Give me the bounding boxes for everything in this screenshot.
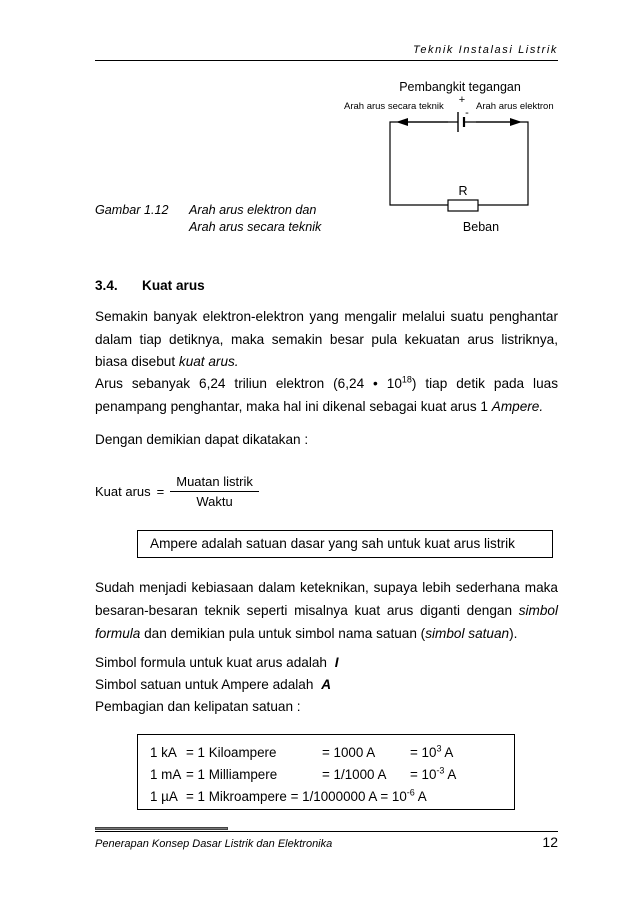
unit-prefix: 1 kA: [150, 745, 177, 760]
unit-power: = 10: [410, 745, 437, 760]
unit-division-line: Pembagian dan kelipatan satuan :: [95, 699, 301, 714]
header-rule: [95, 60, 558, 61]
unit-fraction: = 1000 A: [322, 745, 376, 760]
para4-emphasis-1: simbol formula: [95, 603, 558, 641]
unit-row: [150, 742, 456, 764]
paragraph-2: [95, 373, 558, 418]
minus-sign: -: [465, 107, 469, 119]
formula-numerator: Muatan listrik: [170, 474, 259, 492]
unit-power: = 10: [380, 789, 407, 804]
symbol-unit-line: [95, 677, 331, 692]
right-arrow-label: Arah arus elektron: [476, 101, 554, 112]
section-number: 3.4.: [95, 278, 118, 293]
unit-name: = 1 Milliampere: [186, 767, 278, 782]
arrowhead-right-icon: [510, 118, 522, 126]
unit-fraction: = 1/1000 A: [322, 767, 387, 782]
formula-lhs: Kuat arus: [95, 484, 151, 499]
figure-number: Gambar 1.12: [95, 203, 169, 217]
unit-exponent: -3: [436, 765, 445, 776]
para2-text: Arus sebanyak 6,24 triliun elektron (6,24 • 10: [95, 376, 402, 391]
unit-exponent: -6: [406, 787, 415, 798]
footer-text: Penerapan Konsep Dasar Listrik dan Elektronika: [95, 838, 333, 850]
figure-caption-line1: Arah arus elektron dan: [189, 203, 317, 217]
units-box: [137, 734, 515, 810]
unit-suffix: A: [444, 767, 457, 782]
resistor-label: R: [458, 184, 468, 198]
load-label: Beban: [462, 220, 500, 234]
formula: [95, 474, 259, 509]
unit-power: = 10: [410, 767, 437, 782]
section-title: Kuat arus: [142, 278, 205, 293]
para4-text: Sudah menjadi kebiasaan dalam keteknikan, supaya lebih sederhana maka besaran-besaran teknik seperti misalnya kuat arus diganti dengan: [95, 580, 558, 618]
para2-exponent: 18: [401, 374, 412, 385]
unit-name: = 1 Kiloampere: [186, 745, 277, 760]
para4-emphasis-2: simbol satuan: [425, 626, 510, 641]
symbol-formula-line: [95, 655, 339, 670]
definition-box: [137, 530, 553, 558]
para1-text: Semakin banyak elektron-elektron yang mengalir melalui suatu penghantar dalam tiap detiknya, maka semakin besar pula kekuatan arus listriknya, biasa disebut: [95, 309, 558, 369]
footer-bar: [95, 827, 228, 830]
para4-text-end: ).: [509, 626, 518, 641]
arrowhead-left-icon: [396, 118, 408, 126]
paragraph-1: [95, 306, 558, 374]
footer-rule: [95, 831, 558, 832]
unit-suffix: A: [441, 745, 454, 760]
formula-denominator: Waktu: [196, 494, 233, 509]
para4-text-mid: dan demikian pula untuk simbol nama satuan (: [140, 626, 426, 641]
formula-equals: =: [156, 484, 165, 499]
unit-suffix: A: [414, 789, 427, 804]
definition-text: Ampere adalah satuan dasar yang sah untuk kuat arus listrik: [150, 536, 515, 551]
unit-fraction: = 1/1000000 A: [290, 789, 377, 804]
symbol-formula-text: Simbol formula untuk kuat arus adalah: [95, 655, 331, 670]
left-arrow-label: Arah arus secara teknik: [344, 101, 444, 112]
paragraph-3: Dengan demikian dapat dikatakan :: [95, 432, 309, 447]
source-label: Pembangkit tegangan: [399, 80, 521, 94]
unit-exponent: 3: [436, 743, 442, 754]
para1-emphasis: kuat arus.: [178, 354, 239, 369]
unit-row: [150, 764, 456, 786]
running-header: Teknik Instalasi Listrik: [413, 44, 558, 56]
circuit-diagram: [340, 72, 565, 242]
para2-text-mid: ) tiap detik pada luas penampang penghantar, maka hal ini dikenal sebagai kuat arus 1: [95, 376, 558, 414]
symbol-formula-value: I: [334, 655, 339, 670]
page-number: 12: [542, 834, 558, 850]
para2-emphasis: Ampere.: [491, 398, 544, 414]
paragraph-4: [95, 576, 558, 645]
symbol-unit-text: Simbol satuan untuk Ampere adalah: [95, 677, 318, 692]
unit-prefix: 1 mA: [150, 767, 182, 782]
formula-fraction: [170, 474, 259, 509]
unit-row: [150, 786, 456, 808]
plus-sign: +: [458, 94, 466, 106]
unit-prefix: 1 µA: [150, 789, 178, 804]
symbol-unit-value: A: [321, 677, 332, 692]
units-list: [150, 742, 456, 808]
unit-name: = 1 Mikroampere: [186, 789, 287, 804]
figure-caption-line2: Arah arus secara teknik: [189, 220, 322, 234]
resistor: [448, 200, 478, 211]
